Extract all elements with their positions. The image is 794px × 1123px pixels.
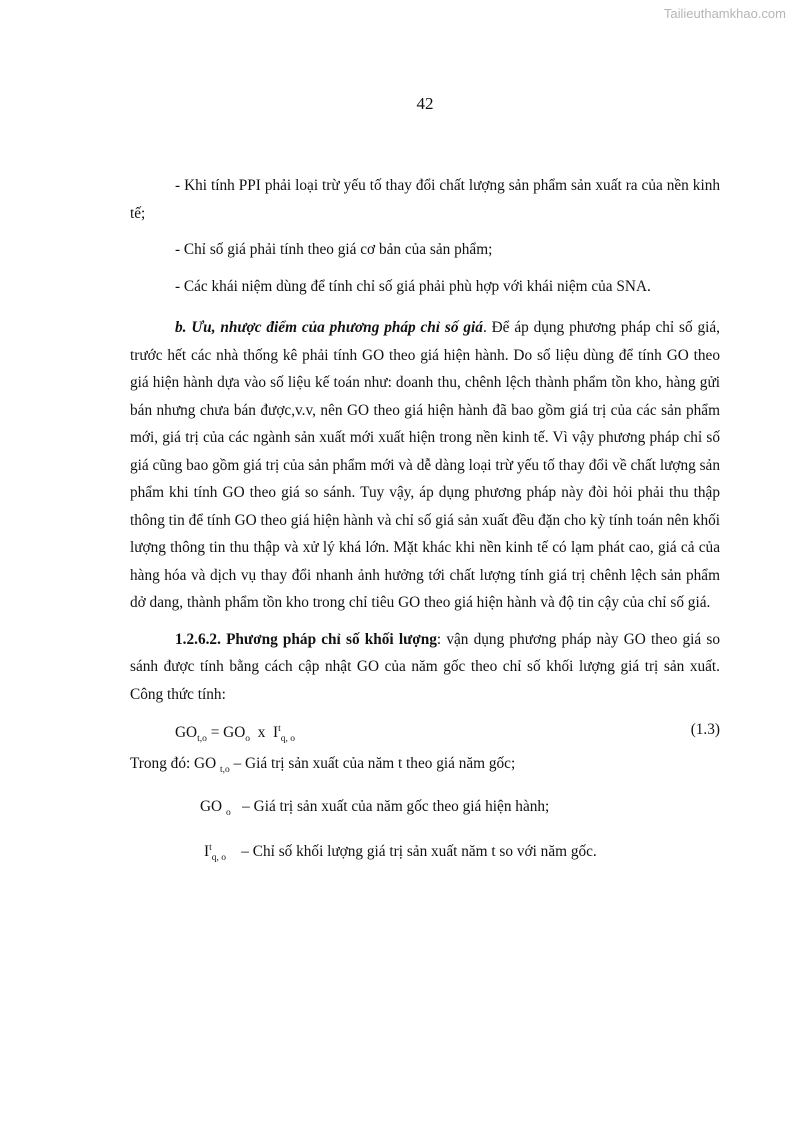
- definition-symbol-sup: t: [209, 843, 212, 854]
- section-1262-heading: 1.2.6.2. Phương pháp chỉ số khối lượng: [175, 630, 437, 648]
- definition-row: [130, 793, 720, 828]
- bullet-item: - Các khái niệm dùng để tính chỉ số giá phải phù hợp với khái niệm của SNA.: [175, 277, 651, 295]
- section-b-heading: b. Ưu, nhược điểm của phương pháp chỉ số giá: [175, 319, 483, 336]
- section-b-text: . Để áp dụng phương pháp chỉ số giá, trước hết các nhà thống kê phải tính GO theo giá hiện hành. Do số liệu dùng để tính GO theo giá hiện hành dựa vào số liệu kế toán như: doanh thu, chênh lệch thành phẩm tồn kho, hàng gửi bán nhưng chưa bán được,v.v, nên GO theo giá hiện hành đã bao gồm giá trị của các sản phẩm mới, giá trị của các ngành sản xuất mới xuất hiện trong nền kinh tế. Vì vậy phương pháp chỉ số giá cũng bao gồm giá trị của sản phẩm mới và dễ dàng loại trừ yếu tố thay đổi về chất lượng sản phẩm khi tính GO theo giá so sánh. Tuy vậy, áp dụng phương pháp này đòi hỏi phải thu thập thông tin để tính GO theo giá hiện hành và chỉ số giá sản xuất đều đặn cho kỳ tính toán nên khối lượng thông tin thu thập và xử lý khá lớn. Mặt khác khi nền kinh tế có lạm phát cao, giá cả của hàng hóa và dịch vụ thay đổi nhanh ảnh hưởng tới chất lượng tính giá trị chênh lệch sản phẩm dở dang, thành phẩm tồn kho trong chỉ tiêu GO theo giá hiện hành và độ tin cậy của chỉ số giá.: [130, 319, 721, 611]
- section-b-paragraph: [130, 314, 720, 617]
- definition-desc: – Giá trị sản xuất của năm gốc theo giá hiện hành;: [242, 797, 550, 815]
- definitions-intro: Trong đó:: [130, 755, 195, 772]
- formula-equals: =: [210, 724, 220, 742]
- formula-lhs-sub: t,o: [197, 734, 207, 745]
- definition-symbol: GO: [194, 755, 217, 772]
- section-1262-paragraph: [130, 626, 720, 709]
- definition-symbol-sub: o: [225, 807, 231, 818]
- formula-times: x: [257, 724, 266, 742]
- formula-1-3: [130, 716, 720, 746]
- formula-rhs2-sub: q, o: [280, 734, 295, 745]
- formula-rhs2: I: [273, 724, 279, 742]
- equation-number: (1.3): [690, 721, 720, 738]
- definition-row: [130, 835, 720, 873]
- formula-lhs: GO: [175, 724, 198, 742]
- bullet-item: - Chỉ số giá phải tính theo giá cơ bản của sản phẩm;: [175, 241, 493, 258]
- definition-desc: – Chỉ số khối lượng giá trị sản xuất năm t so với năm gốc.: [241, 843, 597, 861]
- formula-rhs1-sub: o: [245, 734, 251, 745]
- bullet-item: - Khi tính PPI phải loại trừ yếu tố thay đổi chất lượng sản phẩm sản xuất ra của nền kinh tế;: [130, 177, 720, 222]
- definition-symbol-sub: t,o: [219, 765, 230, 776]
- watermark: Tailieuthamkhao.com: [663, 6, 786, 21]
- definition-symbol: GO: [200, 797, 223, 815]
- definition-desc: – Giá trị sản xuất của năm t theo giá năm gốc;: [233, 755, 516, 772]
- definition-symbol: I: [204, 843, 210, 861]
- definition-symbol-sub: q, o: [211, 853, 226, 864]
- page-number: 42: [416, 94, 434, 113]
- document-body: [130, 172, 720, 873]
- formula-rhs2-sup: t: [278, 724, 281, 734]
- formula-rhs1: GO: [223, 724, 246, 742]
- definition-row: [130, 750, 720, 785]
- section-1262-text: : vận dụng phương pháp này GO theo giá so sánh được tính bằng cách cập nhật GO của năm gốc theo chỉ số khối lượng giá trị sản xuất. Công thức tính:: [130, 630, 720, 703]
